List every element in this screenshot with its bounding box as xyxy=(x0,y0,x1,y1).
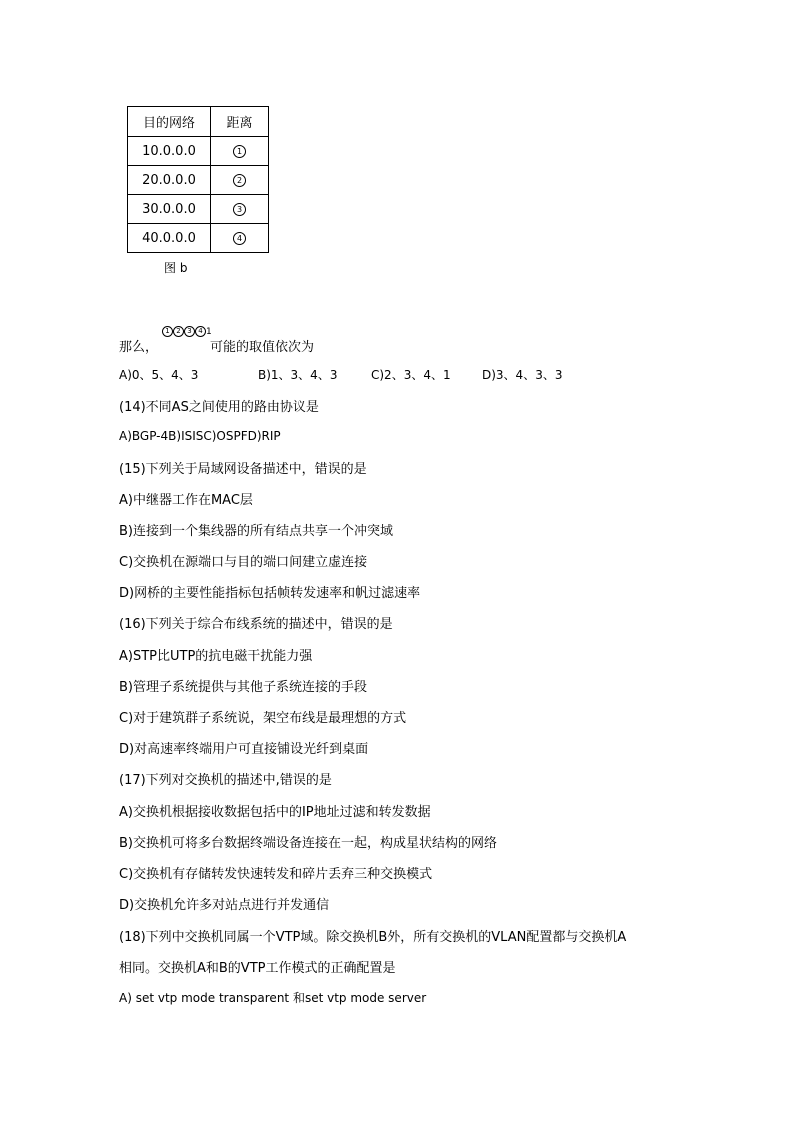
question-15-stem: (15)下列关于局域网设备描述中，错误的是 xyxy=(119,462,367,477)
circled-number: 4 xyxy=(195,326,206,337)
question-14-options: A)BGP-4B)ISISC)OSPFD)RIP xyxy=(119,429,281,443)
superscript-suffix: 1 xyxy=(206,327,212,337)
question-16-stem: (16)下列关于综合布线系统的描述中，错误的是 xyxy=(119,617,393,632)
circled-number: 4 xyxy=(233,232,246,245)
q13-option-d: D)3、4、3、3 xyxy=(482,368,563,382)
q15-option-b: B)连接到一个集线器的所有结点共享一个冲突域 xyxy=(119,524,393,539)
question-14-stem: (14)不同AS之间使用的路由协议是 xyxy=(119,400,319,415)
question-18-stem-line1: (18)下列中交换机同属一个VTP域。除交换机B外，所有交换机的VLAN配置都与交换机A xyxy=(119,930,627,945)
table-row xyxy=(128,166,269,195)
question-17-stem: (17)下列对交换机的描述中,错误的是 xyxy=(119,773,332,788)
circled-number: 3 xyxy=(233,203,246,216)
cell-distance xyxy=(211,195,269,224)
q17-option-b: B)交换机可将多台数据终端设备连接在一起，构成星状结构的网络 xyxy=(119,836,497,851)
cell-distance xyxy=(211,166,269,195)
q15-option-a: A)中继器工作在MAC层 xyxy=(119,493,253,508)
q16-option-c: C)对于建筑群子系统说，架空布线是最理想的方式 xyxy=(119,711,407,726)
routing-table xyxy=(127,106,269,253)
q18-option-a: A) set vtp mode transparent 和set vtp mode server xyxy=(119,991,427,1005)
cell-network: 40.0.0.0 xyxy=(128,224,211,253)
q17-option-d: D)交换机允许多对站点进行并发通信 xyxy=(119,898,330,913)
question-18-stem-line2: 相同。交换机A和B的VTP工作模式的正确配置是 xyxy=(119,961,396,976)
circled-number: 1 xyxy=(162,326,173,337)
question-13-stem xyxy=(119,336,314,355)
table-row xyxy=(128,137,269,166)
circled-number: 1 xyxy=(233,145,246,158)
cell-distance xyxy=(211,224,269,253)
q16-option-a: A)STP比UTP的抗电磁干扰能力强 xyxy=(119,649,313,664)
cell-network: 10.0.0.0 xyxy=(128,137,211,166)
q15-option-d: D)网桥的主要性能指标包括帧转发速率和帆过滤速率 xyxy=(119,586,421,601)
stem-prefix: 那么， xyxy=(119,340,159,355)
header-destination-network: 目的网络 xyxy=(128,107,211,137)
cell-distance xyxy=(211,137,269,166)
q13-option-c: C)2、3、4、1 xyxy=(371,368,451,382)
figure-caption: 图 b xyxy=(164,261,188,275)
q13-option-b: B)1、3、4、3 xyxy=(258,368,338,382)
cell-network: 30.0.0.0 xyxy=(128,195,211,224)
cell-network: 20.0.0.0 xyxy=(128,166,211,195)
q17-option-c: C)交换机有存储转发快速转发和碎片丢弃三种交换模式 xyxy=(119,867,433,882)
circled-number: 2 xyxy=(233,174,246,187)
table-row xyxy=(128,224,269,253)
q16-option-d: D)对高速率终端用户可直接铺设光纤到桌面 xyxy=(119,742,369,757)
q16-option-b: B)管理子系统提供与其他子系统连接的手段 xyxy=(119,680,367,695)
q13-option-a: A)0、5、4、3 xyxy=(119,368,199,382)
q15-option-c: C)交换机在源端口与目的端口间建立虚连接 xyxy=(119,555,368,570)
table-row xyxy=(128,195,269,224)
table-header-row xyxy=(128,107,269,137)
stem-suffix: 可能的取值依次为 xyxy=(210,340,315,355)
q17-option-a: A)交换机根据接收数据包括中的IP地址过滤和转发数据 xyxy=(119,805,431,820)
circled-number: 2 xyxy=(173,326,184,337)
circled-number: 3 xyxy=(184,326,195,337)
header-distance: 距离 xyxy=(211,107,269,137)
